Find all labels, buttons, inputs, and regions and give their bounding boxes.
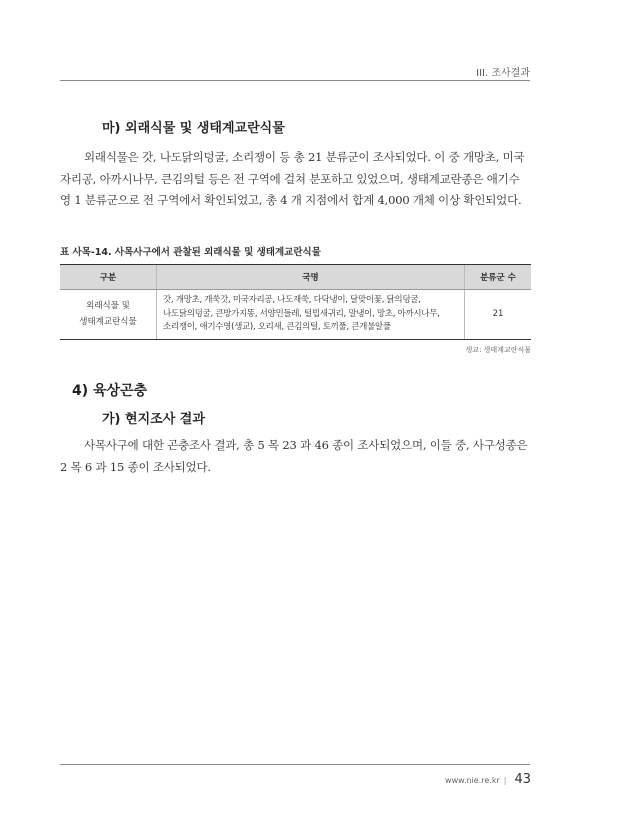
header-category: 구분 <box>60 265 157 290</box>
category-cell <box>60 290 157 340</box>
category-line: 생태계교란식물 <box>79 317 137 328</box>
subsection-heading-field-survey: 가) 현지조사 결과 <box>102 412 205 427</box>
page-footer <box>445 772 531 787</box>
header-taxa-count: 분류군 수 <box>465 265 532 290</box>
table-footnote: 생교: 생태계교란식물 <box>465 346 531 354</box>
species-line: 소리쟁이, 애기수영(생교), 오리새, 큰김의털, 토끼풀, 큰개불알풀 <box>163 322 391 332</box>
subsection-heading-ma: 마) 외래식물 및 생태계교란식물 <box>102 121 285 136</box>
species-names-cell <box>157 290 465 340</box>
chapter-header: III. 조사결과 <box>476 68 530 79</box>
footer-separator: | <box>503 776 507 785</box>
table-caption: 표 사목-14. 사목사구에서 관찰된 외래식물 및 생태계교란식물 <box>60 247 321 258</box>
species-line: 갓, 개망초, 개쑥갓, 미국자리공, 나도재쑥, 다닥냉이, 달맞이꽃, 닭의덩굴, <box>163 295 421 305</box>
header-divider <box>60 80 530 81</box>
species-line: 나도닭의덩굴, 큰방가지똥, 서양민들레, 털빕새귀리, 말냉이, 망초, 아까시나무, <box>163 308 440 319</box>
alien-plants-table <box>60 264 531 340</box>
header-korean-name: 국명 <box>157 265 465 290</box>
table-row <box>60 290 531 340</box>
footer-url: www.nie.re.kr <box>445 776 500 785</box>
section-heading-insects: 4) 육상곤충 <box>72 383 148 399</box>
footer-divider <box>60 764 530 765</box>
category-line: 외래식물 및 <box>86 301 130 312</box>
table-header-row <box>60 265 531 290</box>
page-number: 43 <box>514 772 531 787</box>
field-survey-paragraph: 사목사구에 대한 곤충조사 결과, 총 5 목 23 과 46 종이 조사되었으며, 이들 중, 사구성종은 2 목 6 과 15 종이 조사되었다. <box>60 438 528 474</box>
subsection-ma-paragraph: 외래식물은 갓, 나도닭의덩굴, 소리쟁이 등 총 21 분류군이 조사되었다. 이 중 개망초, 미국자리공, 아까시나무, 큰김의털 등은 전 구역에 걸쳐 분포하고 있었으며, 생태계교란종은 애기수영 1 분류군으로 전 구역에서 확인되었고, 총 4 개 지점에서 합계 4,000 개체 이상 확인되었다. <box>60 150 525 207</box>
taxa-count-cell: 21 <box>465 290 532 340</box>
